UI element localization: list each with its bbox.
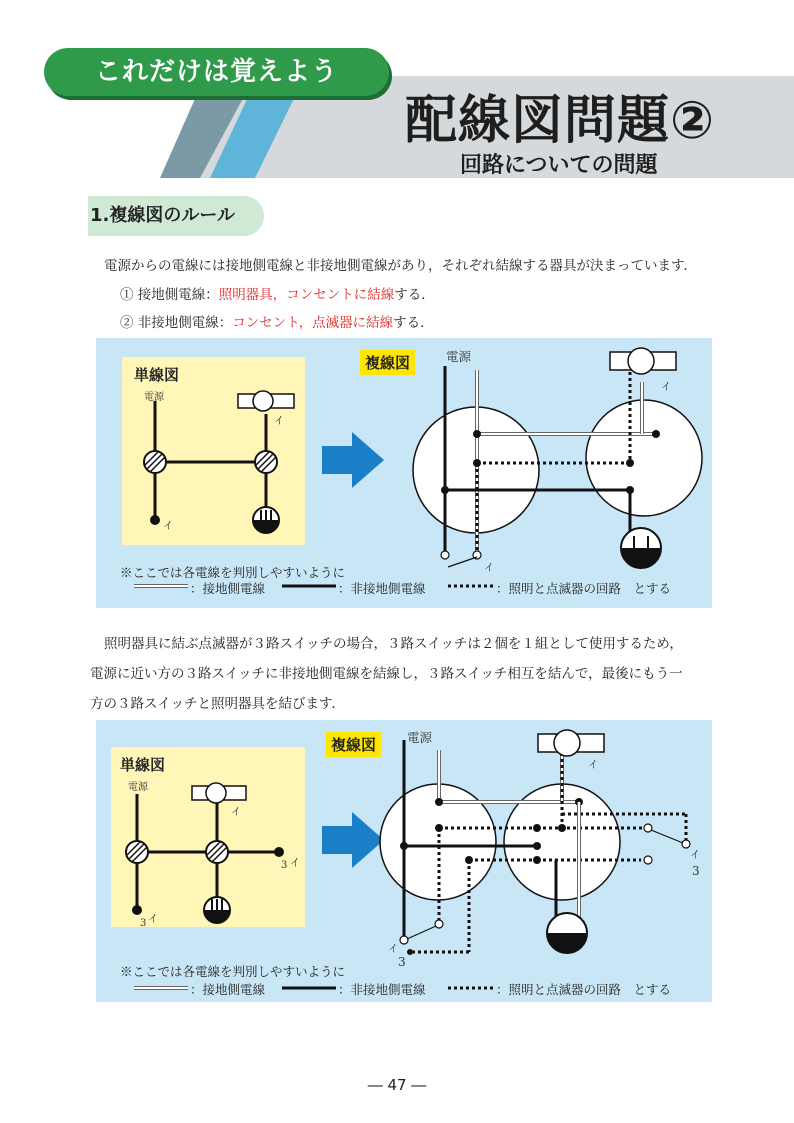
rule-1-highlight: 照明器具，コンセントに結線 [218,287,395,303]
legend-nonground-2: ：非接地側電線 [338,982,426,997]
double-line-diagram-2 [380,730,690,955]
switch-3-label-2a: 3 [281,860,288,871]
switch-i-label-2: イ [231,807,241,818]
lamp-i-label-1: イ [163,521,173,532]
rule-2-highlight: コンセント，点滅器に結線 [232,315,394,331]
legend-note-1: ※ここでは各電線を判別しやすいように [120,565,346,580]
double-line-label-2: 複線図 [326,732,381,757]
intro-text: 電源からの電線には接地側電線と非接地側電線があり，それぞれ結線する器具が決まっています． [104,258,697,274]
rule-2-prefix: ② 非接地側電線： [120,315,233,331]
section-heading: 1.複線図のルール [88,196,264,236]
paragraph-2-line-1: 照明器具に結ぶ点滅器が３路スイッチの場合，３路スイッチは２個を１組として使用するため， [104,636,683,652]
double-i-left-2: イ [388,944,398,955]
legend-ground-2: ：接地側電線 [190,982,266,997]
double-3-right-2: 3 [692,864,700,878]
rule-1-prefix: ① 接地側電線： [120,287,219,303]
double-3-left-2: 3 [398,955,406,969]
paragraph-2-line-2: 電源に近い方の３路スイッチに非接地側電線を結線し，３路スイッチ相互を結んで，最後にもう一 [90,666,683,682]
page-number: ― 47 ― [367,1076,427,1094]
rule-2-suffix: する． [393,315,434,331]
single-line-label-2: 単線図 [120,756,166,774]
single-line-label-1: 単線図 [134,366,180,384]
double-line-diagram-1 [413,348,702,568]
double-i-switch-1: イ [484,563,494,574]
rule-2 [120,311,434,331]
double-source-label-1: 電源 [446,349,472,364]
legend-circuit-1: ：照明と点滅器の回路 とする [496,581,672,596]
page-subtitle: 回路についての問題 [460,153,658,178]
switch-3-label-2b: 3 [140,918,147,929]
paragraph-2-line-3: 方の３路スイッチと照明器具を結びます． [90,696,345,712]
switch-i-label-1: イ [274,416,284,427]
double-source-label-2: 電源 [407,730,433,745]
legend-ground-1: ：接地側電線 [190,581,266,596]
lamp-i-label-2: イ [148,914,158,925]
page-title: 配線図問題② [405,91,716,151]
double-i-top-1: イ [661,382,671,393]
rule-1-suffix: する． [394,287,435,303]
section-badge: これだけは覚えよう [44,48,389,96]
source-label-1: 電源 [144,392,164,403]
double-i-top-2: イ [588,760,598,771]
double-i-right-2: イ [690,850,700,861]
legend-note-2: ※ここでは各電線を判別しやすいように [120,964,346,979]
single-line-diagram-2 [126,783,284,923]
source-label-2: 電源 [128,782,148,793]
double-line-label-1: 複線図 [360,350,415,375]
legend-nonground-1: ：非接地側電線 [338,581,426,596]
rule-1 [120,283,435,303]
arrow-icon [322,432,384,488]
arrow-icon-2 [322,812,384,868]
legend-circuit-2: ：照明と点滅器の回路 とする [496,982,672,997]
single-line-diagram-1 [144,391,294,533]
switch-3-i-label-2: イ [290,858,300,869]
